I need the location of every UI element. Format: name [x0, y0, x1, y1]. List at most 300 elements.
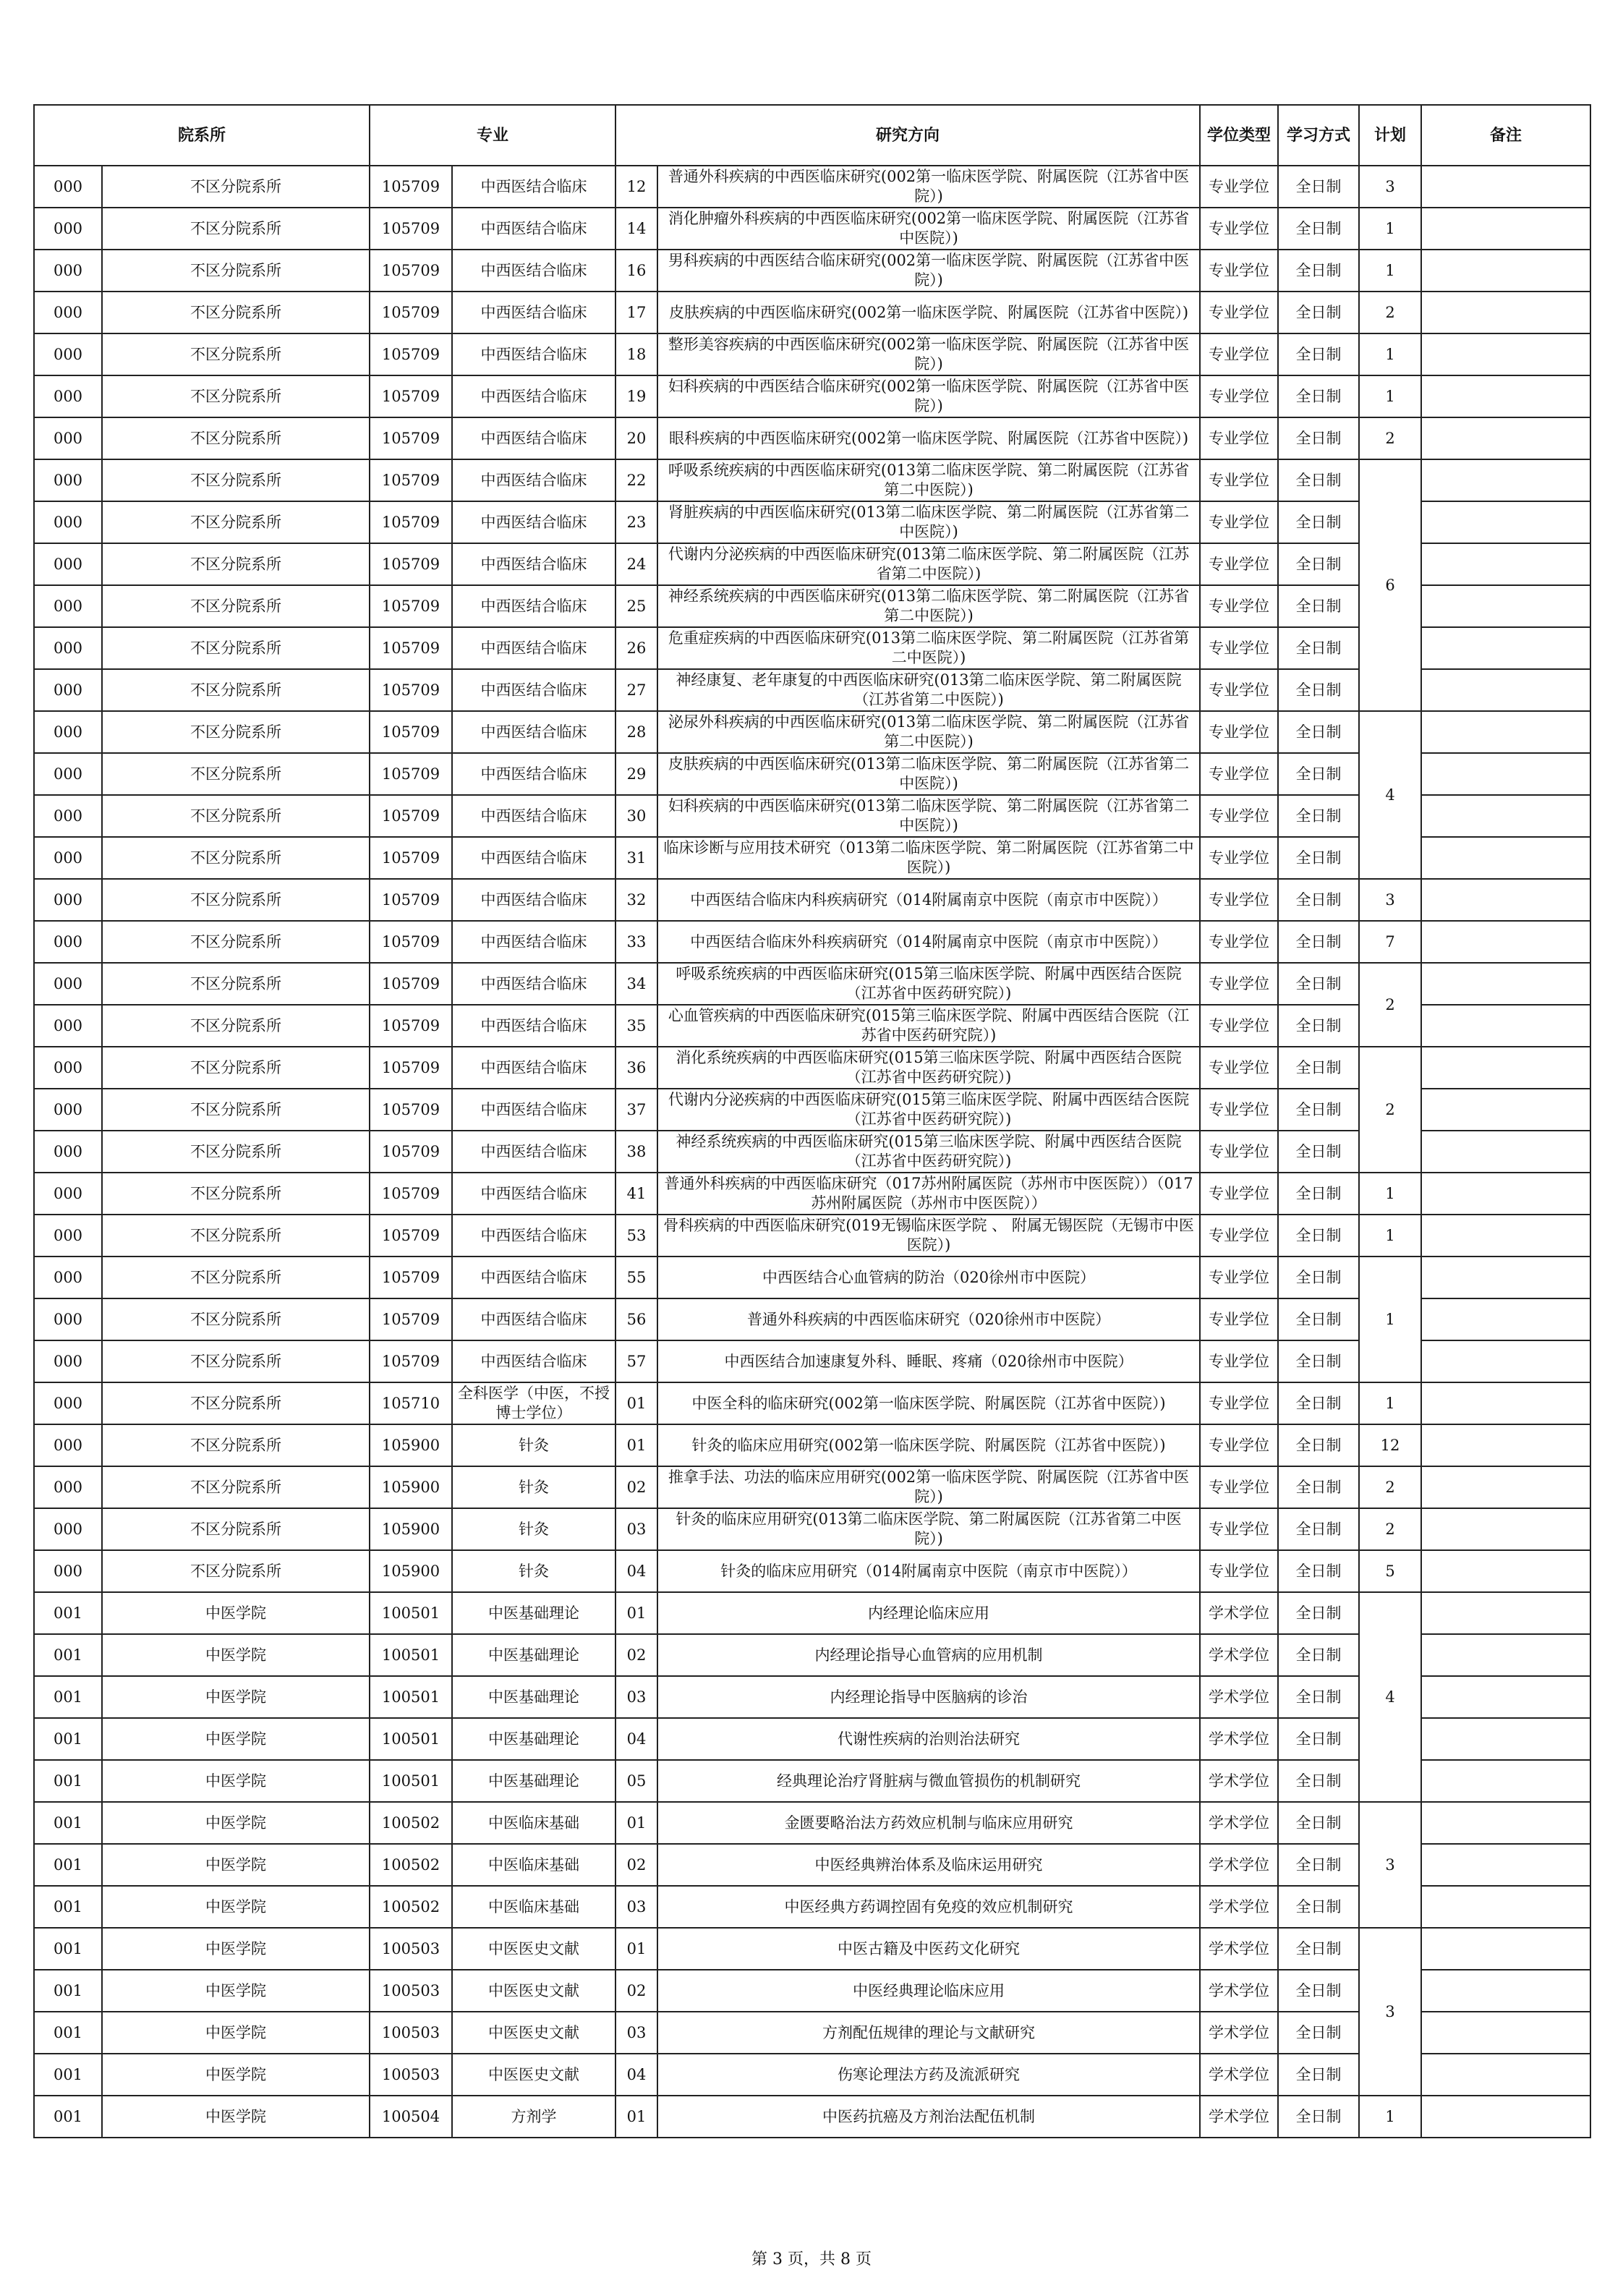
dir-code-cell: 32 — [615, 879, 657, 921]
dept-code-cell: 001 — [34, 1802, 102, 1844]
dept-name-cell: 不区分院系所 — [102, 250, 370, 292]
study-mode-cell: 全日制 — [1278, 2096, 1359, 2138]
major-code-cell: 105709 — [370, 292, 452, 333]
study-mode-cell: 全日制 — [1278, 711, 1359, 753]
dir-code-cell: 20 — [615, 417, 657, 459]
major-code-cell: 105709 — [370, 921, 452, 963]
note-cell — [1421, 1215, 1590, 1257]
dept-code-cell: 000 — [34, 208, 102, 250]
major-code-cell: 105709 — [370, 1173, 452, 1215]
dept-name-cell: 中医学院 — [102, 1844, 370, 1886]
note-cell — [1421, 166, 1590, 208]
note-cell — [1421, 837, 1590, 879]
dept-name-cell: 不区分院系所 — [102, 1466, 370, 1508]
dir-code-cell: 01 — [615, 1928, 657, 1970]
direction-cell: 普通外科疾病的中西医临床研究（020徐州市中医院） — [657, 1298, 1200, 1340]
direction-cell: 代谢内分泌疾病的中西医临床研究(015第三临床医学院、附属中西医结合医院（江苏省中医药研究院）) — [657, 1089, 1200, 1131]
dir-code-cell: 29 — [615, 753, 657, 795]
plan-cell: 1 — [1359, 1173, 1421, 1215]
table-row — [34, 669, 1590, 711]
major-code-cell: 100503 — [370, 2012, 452, 2054]
dept-code-cell: 001 — [34, 1928, 102, 1970]
note-cell — [1421, 543, 1590, 585]
degree-type-cell: 专业学位 — [1200, 921, 1278, 963]
table-row — [34, 1298, 1590, 1340]
plan-cell: 1 — [1359, 333, 1421, 375]
direction-cell: 妇科疾病的中西医临床研究(013第二临床医学院、第二附属医院（江苏省第二中医院）) — [657, 795, 1200, 837]
dept-name-cell: 不区分院系所 — [102, 627, 370, 669]
table-row — [34, 2096, 1590, 2138]
major-name-cell: 中西医结合临床 — [452, 963, 615, 1005]
major-name-cell: 中医医史文献 — [452, 1970, 615, 2012]
major-code-cell: 105709 — [370, 501, 452, 543]
dept-code-cell: 000 — [34, 1215, 102, 1257]
header-plan: 计划 — [1359, 105, 1421, 166]
dir-code-cell: 02 — [615, 1466, 657, 1508]
dir-code-cell: 03 — [615, 1886, 657, 1928]
table-row — [34, 1047, 1590, 1089]
note-cell — [1421, 1424, 1590, 1466]
table-row — [34, 1005, 1590, 1047]
major-code-cell: 105710 — [370, 1382, 452, 1424]
dept-name-cell: 不区分院系所 — [102, 921, 370, 963]
major-code-cell: 100501 — [370, 1718, 452, 1760]
note-cell — [1421, 1466, 1590, 1508]
major-name-cell: 中医医史文献 — [452, 2012, 615, 2054]
direction-cell: 心血管疾病的中西医临床研究(015第三临床医学院、附属中西医结合医院（江苏省中医药研究院）) — [657, 1005, 1200, 1047]
dept-code-cell: 000 — [34, 795, 102, 837]
note-cell — [1421, 1970, 1590, 2012]
direction-cell: 中西医结合心血管病的防治（020徐州市中医院） — [657, 1257, 1200, 1298]
dept-code-cell: 000 — [34, 501, 102, 543]
major-name-cell: 中西医结合临床 — [452, 795, 615, 837]
major-code-cell: 105709 — [370, 333, 452, 375]
major-code-cell: 105709 — [370, 250, 452, 292]
table-row — [34, 1131, 1590, 1173]
dir-code-cell: 28 — [615, 711, 657, 753]
major-code-cell: 105709 — [370, 585, 452, 627]
direction-cell: 中医全科的临床研究(002第一临床医学院、附属医院（江苏省中医院）) — [657, 1382, 1200, 1424]
dir-code-cell: 02 — [615, 1970, 657, 2012]
plan-cell: 1 — [1359, 1215, 1421, 1257]
plan-cell: 2 — [1359, 963, 1421, 1047]
study-mode-cell: 全日制 — [1278, 166, 1359, 208]
direction-cell: 方剂配伍规律的理论与文献研究 — [657, 2012, 1200, 2054]
note-cell — [1421, 1340, 1590, 1382]
study-mode-cell: 全日制 — [1278, 375, 1359, 417]
study-mode-cell: 全日制 — [1278, 585, 1359, 627]
plan-cell: 1 — [1359, 375, 1421, 417]
direction-cell: 中西医结合临床外科疾病研究（014附属南京中医院（南京市中医院）） — [657, 921, 1200, 963]
table-row — [34, 1382, 1590, 1424]
direction-cell: 肾脏疾病的中西医临床研究(013第二临床医学院、第二附属医院（江苏省第二中医院）) — [657, 501, 1200, 543]
major-name-cell: 中西医结合临床 — [452, 501, 615, 543]
note-cell — [1421, 1298, 1590, 1340]
dir-code-cell: 16 — [615, 250, 657, 292]
direction-cell: 皮肤疾病的中西医临床研究(002第一临床医学院、附属医院（江苏省中医院）) — [657, 292, 1200, 333]
table-row — [34, 963, 1590, 1005]
dept-code-cell: 001 — [34, 1970, 102, 2012]
study-mode-cell: 全日制 — [1278, 333, 1359, 375]
study-mode-cell: 全日制 — [1278, 1382, 1359, 1424]
degree-type-cell: 专业学位 — [1200, 1340, 1278, 1382]
degree-type-cell: 专业学位 — [1200, 753, 1278, 795]
study-mode-cell: 全日制 — [1278, 1970, 1359, 2012]
plan-cell: 1 — [1359, 2096, 1421, 2138]
direction-cell: 消化系统疾病的中西医临床研究(015第三临床医学院、附属中西医结合医院（江苏省中医药研究院）) — [657, 1047, 1200, 1089]
major-name-cell: 中西医结合临床 — [452, 669, 615, 711]
degree-type-cell: 专业学位 — [1200, 963, 1278, 1005]
degree-type-cell: 专业学位 — [1200, 669, 1278, 711]
dept-code-cell: 000 — [34, 459, 102, 501]
dept-name-cell: 不区分院系所 — [102, 669, 370, 711]
table-row — [34, 417, 1590, 459]
dir-code-cell: 41 — [615, 1173, 657, 1215]
dept-name-cell: 不区分院系所 — [102, 208, 370, 250]
major-code-cell: 105709 — [370, 543, 452, 585]
table-row — [34, 627, 1590, 669]
note-cell — [1421, 1257, 1590, 1298]
plan-cell: 3 — [1359, 1802, 1421, 1928]
plan-cell: 3 — [1359, 166, 1421, 208]
dept-code-cell: 000 — [34, 921, 102, 963]
table-row — [34, 1718, 1590, 1760]
major-code-cell: 105709 — [370, 753, 452, 795]
dept-name-cell: 不区分院系所 — [102, 1340, 370, 1382]
dept-name-cell: 不区分院系所 — [102, 292, 370, 333]
plan-cell: 12 — [1359, 1424, 1421, 1466]
table-row — [34, 1760, 1590, 1802]
note-cell — [1421, 1802, 1590, 1844]
major-code-cell: 100501 — [370, 1592, 452, 1634]
table-row — [34, 1424, 1590, 1466]
dir-code-cell: 12 — [615, 166, 657, 208]
note-cell — [1421, 1089, 1590, 1131]
note-cell — [1421, 459, 1590, 501]
major-code-cell: 105709 — [370, 1005, 452, 1047]
degree-type-cell: 学术学位 — [1200, 1970, 1278, 2012]
study-mode-cell: 全日制 — [1278, 1466, 1359, 1508]
note-cell — [1421, 1634, 1590, 1676]
dept-code-cell: 000 — [34, 963, 102, 1005]
degree-type-cell: 学术学位 — [1200, 1928, 1278, 1970]
dir-code-cell: 01 — [615, 1424, 657, 1466]
degree-type-cell: 专业学位 — [1200, 1089, 1278, 1131]
dept-code-cell: 000 — [34, 1089, 102, 1131]
degree-type-cell: 学术学位 — [1200, 1592, 1278, 1634]
note-cell — [1421, 1382, 1590, 1424]
degree-type-cell: 学术学位 — [1200, 1676, 1278, 1718]
table-row — [34, 375, 1590, 417]
degree-type-cell: 专业学位 — [1200, 417, 1278, 459]
dir-code-cell: 53 — [615, 1215, 657, 1257]
major-name-cell: 中西医结合临床 — [452, 333, 615, 375]
table-row — [34, 292, 1590, 333]
study-mode-cell: 全日制 — [1278, 292, 1359, 333]
degree-type-cell: 专业学位 — [1200, 459, 1278, 501]
direction-cell: 针灸的临床应用研究（014附属南京中医院（南京市中医院）） — [657, 1550, 1200, 1592]
major-name-cell: 针灸 — [452, 1508, 615, 1550]
dir-code-cell: 18 — [615, 333, 657, 375]
table-row — [34, 166, 1590, 208]
degree-type-cell: 专业学位 — [1200, 1257, 1278, 1298]
dept-code-cell: 001 — [34, 1634, 102, 1676]
dept-name-cell: 中医学院 — [102, 1634, 370, 1676]
major-code-cell: 105709 — [370, 1298, 452, 1340]
direction-cell: 皮肤疾病的中西医临床研究(013第二临床医学院、第二附属医院（江苏省第二中医院）) — [657, 753, 1200, 795]
major-name-cell: 针灸 — [452, 1424, 615, 1466]
direction-cell: 内经理论临床应用 — [657, 1592, 1200, 1634]
dept-name-cell: 中医学院 — [102, 1676, 370, 1718]
study-mode-cell: 全日制 — [1278, 1089, 1359, 1131]
study-mode-cell: 全日制 — [1278, 2054, 1359, 2096]
note-cell — [1421, 627, 1590, 669]
study-mode-cell: 全日制 — [1278, 627, 1359, 669]
major-name-cell: 中西医结合临床 — [452, 208, 615, 250]
major-code-cell: 105709 — [370, 1340, 452, 1382]
study-mode-cell: 全日制 — [1278, 501, 1359, 543]
direction-cell: 男科疾病的中西医结合临床研究(002第一临床医学院、附属医院（江苏省中医院）) — [657, 250, 1200, 292]
header-major: 专业 — [370, 105, 615, 166]
major-name-cell: 中西医结合临床 — [452, 1340, 615, 1382]
major-code-cell: 105709 — [370, 837, 452, 879]
dir-code-cell: 24 — [615, 543, 657, 585]
dir-code-cell: 22 — [615, 459, 657, 501]
degree-type-cell: 学术学位 — [1200, 1802, 1278, 1844]
table-row — [34, 501, 1590, 543]
dept-code-cell: 000 — [34, 375, 102, 417]
major-name-cell: 中西医结合临床 — [452, 1047, 615, 1089]
major-code-cell: 100503 — [370, 1928, 452, 1970]
major-code-cell: 105709 — [370, 627, 452, 669]
dept-name-cell: 不区分院系所 — [102, 711, 370, 753]
major-name-cell: 中西医结合临床 — [452, 292, 615, 333]
degree-type-cell: 专业学位 — [1200, 1215, 1278, 1257]
table-row — [34, 753, 1590, 795]
plan-cell: 1 — [1359, 1257, 1421, 1382]
major-name-cell: 中医基础理论 — [452, 1676, 615, 1718]
study-mode-cell: 全日制 — [1278, 1173, 1359, 1215]
table-row — [34, 1844, 1590, 1886]
dept-name-cell: 不区分院系所 — [102, 585, 370, 627]
note-cell — [1421, 795, 1590, 837]
dept-code-cell: 000 — [34, 627, 102, 669]
dir-code-cell: 03 — [615, 1508, 657, 1550]
dept-name-cell: 不区分院系所 — [102, 1298, 370, 1340]
note-cell — [1421, 921, 1590, 963]
dir-code-cell: 02 — [615, 1844, 657, 1886]
dept-code-cell: 000 — [34, 1424, 102, 1466]
dept-name-cell: 中医学院 — [102, 1760, 370, 1802]
major-code-cell: 100502 — [370, 1886, 452, 1928]
note-cell — [1421, 1592, 1590, 1634]
note-cell — [1421, 2096, 1590, 2138]
header-note: 备注 — [1421, 105, 1590, 166]
dept-name-cell: 不区分院系所 — [102, 166, 370, 208]
major-name-cell: 针灸 — [452, 1466, 615, 1508]
table-row — [34, 711, 1590, 753]
major-code-cell: 100501 — [370, 1676, 452, 1718]
dir-code-cell: 04 — [615, 1718, 657, 1760]
page-footer: 第 3 页，共 8 页 — [751, 2250, 872, 2269]
direction-cell: 妇科疾病的中西医结合临床研究(002第一临床医学院、附属医院（江苏省中医院）) — [657, 375, 1200, 417]
direction-cell: 骨科疾病的中西医临床研究(019无锡临床医学院 、 附属无锡医院（无锡市中医医院）) — [657, 1215, 1200, 1257]
degree-type-cell: 专业学位 — [1200, 1466, 1278, 1508]
dept-name-cell: 不区分院系所 — [102, 1382, 370, 1424]
degree-type-cell: 专业学位 — [1200, 1047, 1278, 1089]
major-name-cell: 中西医结合临床 — [452, 753, 615, 795]
major-code-cell: 100502 — [370, 1844, 452, 1886]
dir-code-cell: 25 — [615, 585, 657, 627]
dept-name-cell: 中医学院 — [102, 1802, 370, 1844]
note-cell — [1421, 1718, 1590, 1760]
study-mode-cell: 全日制 — [1278, 795, 1359, 837]
dir-code-cell: 03 — [615, 2012, 657, 2054]
dept-name-cell: 中医学院 — [102, 2096, 370, 2138]
major-code-cell: 105900 — [370, 1508, 452, 1550]
direction-cell: 伤寒论理法方药及流派研究 — [657, 2054, 1200, 2096]
degree-type-cell: 专业学位 — [1200, 627, 1278, 669]
note-cell — [1421, 711, 1590, 753]
degree-type-cell: 学术学位 — [1200, 2012, 1278, 2054]
note-cell — [1421, 585, 1590, 627]
note-cell — [1421, 333, 1590, 375]
major-code-cell: 105709 — [370, 711, 452, 753]
table-row — [34, 333, 1590, 375]
degree-type-cell: 专业学位 — [1200, 879, 1278, 921]
table-row — [34, 1173, 1590, 1215]
major-name-cell: 中医临床基础 — [452, 1886, 615, 1928]
study-mode-cell: 全日制 — [1278, 1634, 1359, 1676]
major-code-cell: 105709 — [370, 375, 452, 417]
dept-name-cell: 中医学院 — [102, 2012, 370, 2054]
dept-name-cell: 不区分院系所 — [102, 1424, 370, 1466]
dir-code-cell: 34 — [615, 963, 657, 1005]
note-cell — [1421, 1760, 1590, 1802]
dept-name-cell: 不区分院系所 — [102, 1508, 370, 1550]
degree-type-cell: 专业学位 — [1200, 1131, 1278, 1173]
table-row — [34, 1886, 1590, 1928]
degree-type-cell: 专业学位 — [1200, 585, 1278, 627]
dept-code-cell: 000 — [34, 669, 102, 711]
study-mode-cell: 全日制 — [1278, 459, 1359, 501]
dept-code-cell: 001 — [34, 1760, 102, 1802]
direction-cell: 内经理论指导心血管病的应用机制 — [657, 1634, 1200, 1676]
note-cell — [1421, 1550, 1590, 1592]
major-code-cell: 105900 — [370, 1424, 452, 1466]
major-code-cell: 105709 — [370, 795, 452, 837]
dir-code-cell: 33 — [615, 921, 657, 963]
direction-cell: 普通外科疾病的中西医临床研究(002第一临床医学院、附属医院（江苏省中医院）) — [657, 166, 1200, 208]
major-code-cell: 100503 — [370, 2054, 452, 2096]
direction-cell: 内经理论指导中医脑病的诊治 — [657, 1676, 1200, 1718]
plan-cell: 2 — [1359, 1047, 1421, 1173]
degree-type-cell: 专业学位 — [1200, 250, 1278, 292]
table-row — [34, 543, 1590, 585]
dept-code-cell: 000 — [34, 1466, 102, 1508]
study-mode-cell: 全日制 — [1278, 753, 1359, 795]
plan-cell: 6 — [1359, 459, 1421, 711]
study-mode-cell: 全日制 — [1278, 921, 1359, 963]
major-code-cell: 105709 — [370, 166, 452, 208]
direction-cell: 眼科疾病的中西医临床研究(002第一临床医学院、附属医院（江苏省中医院）) — [657, 417, 1200, 459]
dept-name-cell: 不区分院系所 — [102, 1173, 370, 1215]
degree-type-cell: 专业学位 — [1200, 837, 1278, 879]
table-row — [34, 1466, 1590, 1508]
degree-type-cell: 专业学位 — [1200, 1424, 1278, 1466]
note-cell — [1421, 2054, 1590, 2096]
plan-cell: 5 — [1359, 1550, 1421, 1592]
major-name-cell: 中西医结合临床 — [452, 1089, 615, 1131]
table-row — [34, 837, 1590, 879]
study-mode-cell: 全日制 — [1278, 1340, 1359, 1382]
dept-code-cell: 000 — [34, 585, 102, 627]
direction-cell: 神经系统疾病的中西医临床研究(013第二临床医学院、第二附属医院（江苏省第二中医院）) — [657, 585, 1200, 627]
plan-cell: 2 — [1359, 292, 1421, 333]
plan-cell: 1 — [1359, 208, 1421, 250]
table-row — [34, 879, 1590, 921]
major-code-cell: 100501 — [370, 1634, 452, 1676]
major-name-cell: 中医基础理论 — [452, 1634, 615, 1676]
dept-code-cell: 001 — [34, 2096, 102, 2138]
table-row — [34, 1928, 1590, 1970]
study-mode-cell: 全日制 — [1278, 1844, 1359, 1886]
major-code-cell: 100503 — [370, 1970, 452, 2012]
dept-code-cell: 001 — [34, 1676, 102, 1718]
major-name-cell: 中西医结合临床 — [452, 375, 615, 417]
note-cell — [1421, 417, 1590, 459]
plan-cell: 1 — [1359, 1382, 1421, 1424]
dept-name-cell: 不区分院系所 — [102, 753, 370, 795]
note-cell — [1421, 375, 1590, 417]
degree-type-cell: 学术学位 — [1200, 1886, 1278, 1928]
major-code-cell: 105900 — [370, 1466, 452, 1508]
note-cell — [1421, 1005, 1590, 1047]
dir-code-cell: 35 — [615, 1005, 657, 1047]
note-cell — [1421, 1676, 1590, 1718]
table-row — [34, 1340, 1590, 1382]
dir-code-cell: 37 — [615, 1089, 657, 1131]
dept-name-cell: 不区分院系所 — [102, 1005, 370, 1047]
dir-code-cell: 19 — [615, 375, 657, 417]
dir-code-cell: 26 — [615, 627, 657, 669]
study-mode-cell: 全日制 — [1278, 1592, 1359, 1634]
table-body — [34, 166, 1590, 2138]
dept-name-cell: 中医学院 — [102, 1928, 370, 1970]
dept-code-cell: 001 — [34, 1718, 102, 1760]
header-row — [34, 105, 1590, 166]
dept-code-cell: 000 — [34, 543, 102, 585]
study-mode-cell: 全日制 — [1278, 1257, 1359, 1298]
direction-cell: 呼吸系统疾病的中西医临床研究(013第二临床医学院、第二附属医院（江苏省第二中医院）) — [657, 459, 1200, 501]
dept-code-cell: 000 — [34, 1131, 102, 1173]
plan-cell: 3 — [1359, 1928, 1421, 2096]
note-cell — [1421, 501, 1590, 543]
dept-code-cell: 000 — [34, 879, 102, 921]
dept-code-cell: 000 — [34, 1508, 102, 1550]
dept-name-cell: 中医学院 — [102, 1970, 370, 2012]
major-name-cell: 中西医结合临床 — [452, 627, 615, 669]
degree-type-cell: 专业学位 — [1200, 543, 1278, 585]
enrollment-table — [33, 104, 1591, 2138]
dir-code-cell: 01 — [615, 2096, 657, 2138]
note-cell — [1421, 250, 1590, 292]
note-cell — [1421, 1173, 1590, 1215]
degree-type-cell: 学术学位 — [1200, 1844, 1278, 1886]
direction-cell: 神经系统疾病的中西医临床研究(015第三临床医学院、附属中西医结合医院（江苏省中医药研究院）) — [657, 1131, 1200, 1173]
dept-name-cell: 中医学院 — [102, 1718, 370, 1760]
direction-cell: 中医经典辨治体系及临床运用研究 — [657, 1844, 1200, 1886]
